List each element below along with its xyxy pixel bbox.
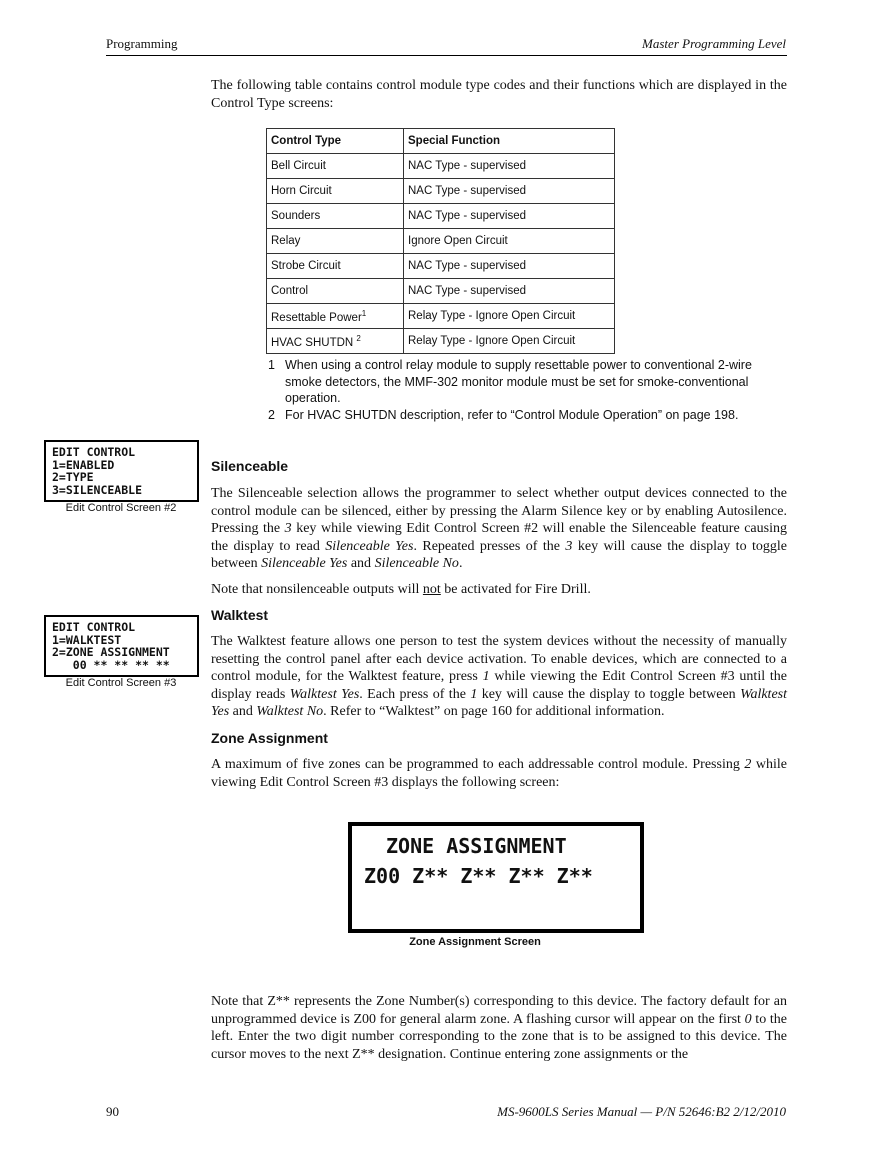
footnote <box>268 407 758 424</box>
footnote-ref-2: 2 <box>356 333 361 343</box>
footnote-text: For HVAC SHUTDN description, refer to “Control Module Operation” on page 198. <box>285 407 739 422</box>
table-row <box>267 229 615 254</box>
walktest-paragraph <box>211 633 787 721</box>
lcd-line: EDIT CONTROL <box>52 445 136 459</box>
zone-screen-title: ZONE ASSIGNMENT <box>386 834 567 858</box>
text-run: key will cause the display to toggle between <box>211 538 788 571</box>
text-run: be activated for Fire Drill. <box>440 582 591 597</box>
footnote-number: 2 <box>268 407 275 422</box>
screen-2-caption: Edit Control Screen #2 <box>65 502 177 514</box>
text-run: The Silenceable selection allows the programmer to select whether output devices connected to the control module can be silenced, either by pressing the Alarm Silence key or by enabling Autosilence. Pressing the <box>211 486 787 536</box>
table-cell: Sounders <box>267 204 404 229</box>
table-header-cell: Special Function <box>404 129 615 154</box>
cell-text: Resettable Power <box>271 311 362 324</box>
table-cell: NAC Type - supervised <box>404 279 615 304</box>
table-cell: Bell Circuit <box>267 154 404 179</box>
lcd-line: EDIT CONTROL <box>52 620 136 634</box>
text-run: 1 <box>470 686 478 702</box>
silenceable-heading: Silenceable <box>211 458 289 474</box>
intro-paragraph: The following table contains control module type codes and their functions which are displayed in the Control Type screens: <box>211 78 787 111</box>
text-run: Note that nonsilenceable outputs will <box>211 582 423 597</box>
text-run: 3 <box>565 538 573 554</box>
table-cell: NAC Type - supervised <box>404 204 615 229</box>
table-cell: NAC Type - supervised <box>404 154 615 179</box>
table-row <box>267 179 615 204</box>
page-number: 90 <box>106 1104 119 1119</box>
text-run: key will cause the display to toggle between <box>477 686 741 702</box>
edit-control-screen-3 <box>44 615 199 677</box>
table-row <box>267 254 615 279</box>
text-run: key while viewing Edit Control Screen #2 will enable the Silenceable feature causing the display to read <box>211 521 787 554</box>
text-run: Walktest Yes <box>211 686 787 719</box>
lcd-line: 3=SILENCEABLE <box>52 482 143 497</box>
table-cell: Relay Type - Ignore Open Circuit <box>404 304 615 329</box>
control-type-table <box>266 128 615 354</box>
footnote <box>268 357 758 407</box>
text-run: . Refer to “Walktest” on page 160 for additional information. <box>323 704 665 719</box>
header-chapter-title: Master Programming Level <box>642 36 786 51</box>
table-cell: Ignore Open Circuit <box>404 229 615 254</box>
table-row <box>267 279 615 304</box>
table-footnotes <box>268 357 758 423</box>
text-run: . Repeated presses of the <box>413 538 566 554</box>
text-run: and <box>229 704 257 719</box>
table-cell: Control <box>267 279 404 304</box>
table-cell: Relay Type - Ignore Open Circuit <box>404 329 615 354</box>
zone-assignment-screen <box>348 822 644 933</box>
footnote-ref-1: 1 <box>361 308 367 318</box>
lcd-line: 1=WALKTEST <box>52 632 122 647</box>
table-cell: Strobe Circuit <box>267 254 404 279</box>
header-rule <box>106 55 787 56</box>
header-section-title: Programming <box>106 36 178 51</box>
text-run: . Each press of the <box>359 686 471 702</box>
lcd-line: 2=ZONE ASSIGNMENT <box>52 645 170 659</box>
lcd-line: 00 ** ** ** ** <box>52 657 170 672</box>
zone-assignment-paragraph <box>211 756 787 791</box>
table-cell: Relay <box>267 229 404 254</box>
text-run: Silenceable Yes <box>325 538 414 554</box>
text-run: 1 <box>482 669 490 684</box>
silenceable-paragraph <box>211 485 787 573</box>
zone-screen-caption: Zone Assignment Screen <box>409 936 541 948</box>
text-run: . <box>458 556 463 571</box>
text-run: while viewing Edit Control Screen #3 displays the following screen: <box>211 757 787 790</box>
text-run: while viewing the Edit Control Screen #3 until the display reads <box>211 669 787 702</box>
text-run: Walktest Yes <box>289 686 360 702</box>
text-run: Note that Z** represents the Zone Number(s) corresponding to this device. The factory default for an unprogrammed device is Z00 for general alarm zone. A flashing cursor will appear on the first <box>211 994 787 1027</box>
text-run: 3 <box>284 521 292 536</box>
table-row <box>267 154 615 179</box>
fire-drill-note <box>211 581 787 599</box>
text-run: Walktest No <box>256 704 324 719</box>
text-run: not <box>422 582 441 597</box>
footnote-text: When using a control relay module to supply resettable power to conventional 2-wire smoke detectors, the MMF-302 monitor module must be set for smoke-conventional operation. <box>285 358 752 405</box>
lcd-line: 2=TYPE <box>52 470 94 484</box>
text-run: A maximum of five zones can be programmed to each addressable control module. Pressing <box>211 757 745 772</box>
text-run: 0 <box>744 1011 752 1027</box>
zone-note-paragraph <box>211 993 787 1063</box>
table-cell <box>267 329 404 354</box>
table-header-cell: Control Type <box>267 129 404 154</box>
text-run: The Walktest feature allows one person to test the system devices without the necessity of manually resetting the control panel after each device activation. To enable devices, which are connected to a control module, for the Walktest feature, press <box>211 634 787 684</box>
table-row <box>267 329 615 354</box>
text-run: 2 <box>744 757 752 772</box>
edit-control-screen-2 <box>44 440 199 502</box>
table-cell <box>267 304 404 329</box>
text-run: Silenceable Yes <box>261 556 348 571</box>
cell-text: HVAC SHUTDN <box>271 336 357 349</box>
footnote-number: 1 <box>268 358 275 372</box>
screen-3-caption: Edit Control Screen #3 <box>65 677 177 689</box>
lcd-line: 1=ENABLED <box>52 457 115 472</box>
table-header-row <box>267 129 615 154</box>
table-cell: NAC Type - supervised <box>404 254 615 279</box>
table-row <box>267 304 615 329</box>
table-row <box>267 204 615 229</box>
zone-screen-row: Z00 Z** Z** Z** Z** <box>364 864 593 888</box>
zone-assignment-heading: Zone Assignment <box>211 730 328 746</box>
table-cell: NAC Type - supervised <box>404 179 615 204</box>
text-run: Silenceable No <box>374 556 459 571</box>
manual-reference: MS-9600LS Series Manual — P/N 52646:B2 2/12/2010 <box>497 1104 786 1119</box>
walktest-heading: Walktest <box>211 607 269 623</box>
text-run: and <box>347 556 375 571</box>
table-cell: Horn Circuit <box>267 179 404 204</box>
text-run: to the left. Enter the two digit number corresponding to the zone that is to be assigned to this device. The cursor moves to the next Z** designation. Continue entering zone assignments or the <box>211 1011 787 1062</box>
